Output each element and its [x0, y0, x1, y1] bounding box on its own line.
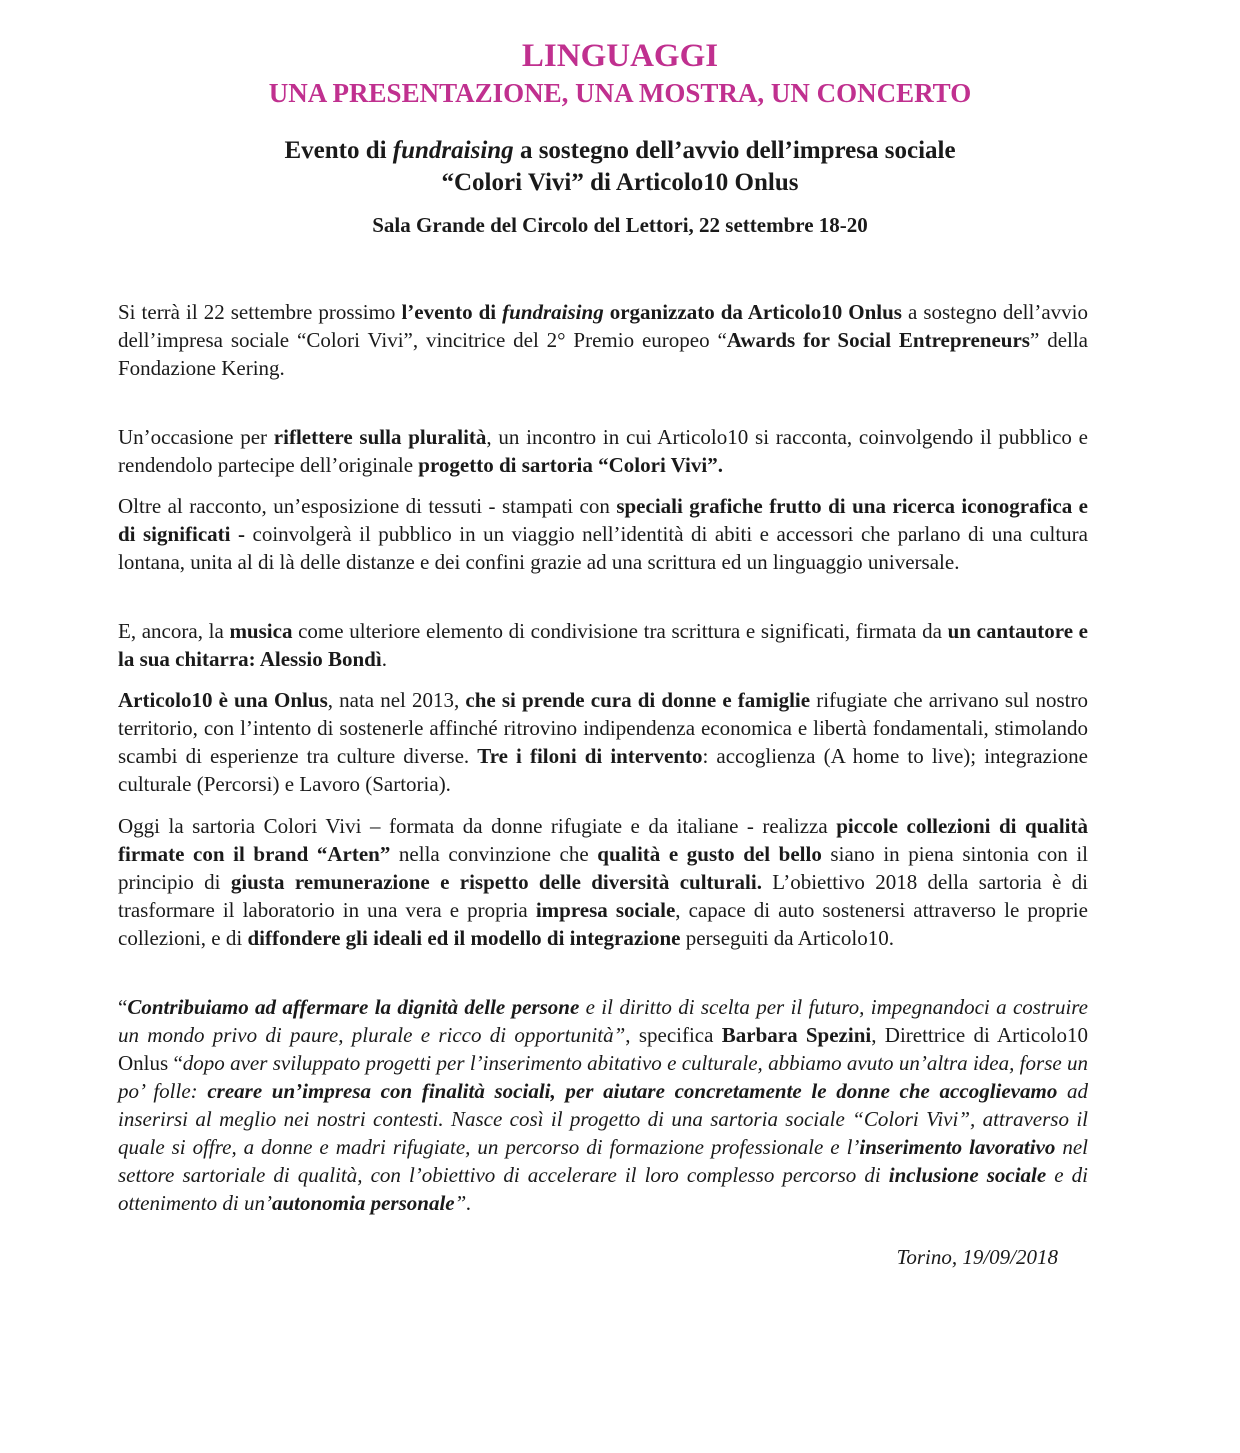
document-title: LINGUAGGI: [521, 38, 719, 74]
paragraph-quote: “Contribuiamo ad affermare la dignità delle persone e il diritto di scelta per il futuro, impegnandoci a costruire un mondo privo di paure, plurale e ricco di opportunità”, specifica Barbara Spezini, Direttrice di Articolo10 Onlus “dopo aver sviluppato progetti per l’inserimento abitativo e culturale, abbiamo avuto un’altra idea, forse un po’ folle: creare un’impresa con finalità sociali, per aiutare concretamente le donne che accoglievamo ad inserirsi al meglio nei nostri contesti. Nasce così il progetto di una sartoria sociale “Colori Vivi”, attraverso il quale si offre, a donne e madri rifugiate, un percorso di formazione professionale e l’inserimento lavorativo nel settore sartoriale di qualità, con l’obiettivo di accelerare il loro complesso percorso di inclusione sociale e di ottenimento di un’autonomia personale”.: [118, 995, 1089, 1215]
paragraph-intro: Si terrà il 22 settembre prossimo l’evento di fundraising organizzato da Articolo10 Onlus a sostegno dell’avvio dell’impresa sociale “Colori Vivi”, vincitrice del 2° Premio europeo “Awards for Social Entrepreneurs” della Fondazione Kering.: [118, 300, 1088, 380]
paragraph-occasion: Un’occasione per riflettere sulla pluralità, un incontro in cui Articolo10 si racconta, coinvolgendo il pubblico e rendendolo partecipe dell’originale progetto di sartoria “Colori Vivi”.: [118, 425, 1088, 477]
event-venue: Sala Grande del Circolo del Lettori, 22 settembre 18-20: [372, 213, 868, 237]
event-heading-line-2: “Colori Vivi” di Articolo10 Onlus: [441, 169, 799, 196]
document-subtitle: UNA PRESENTAZIONE, UNA MOSTRA, UN CONCERTO: [268, 78, 972, 108]
paragraph-sartoria: Oggi la sartoria Colori Vivi – formata da donne rifugiate e da italiane - realizza piccole collezioni di qualità firmate con il brand “Arten” nella convinzione che qualità e gusto del bello siano in piena sintonia con il principio di giusta remunerazione e rispetto delle diversità culturali. L’obiettivo 2018 della sartoria è di trasformare il laboratorio in una vera e propria impresa sociale, capace di auto sostenersi attraverso le proprie collezioni, e di diffondere gli ideali ed il modello di integrazione perseguiti da Articolo10.: [118, 814, 1089, 950]
paragraph-music: E, ancora, la musica come ulteriore elemento di condivisione tra scrittura e significati, firmata da un cantautore e la sua chitarra: Alessio Bondì.: [118, 619, 1088, 671]
event-heading-line-1: Evento di fundraising a sostegno dell’avvio dell’impresa sociale: [284, 137, 956, 164]
paragraph-exhibition: Oltre al racconto, un’esposizione di tessuti - stampati con speciali grafiche frutto di una ricerca iconografica e di significati - coinvolgerà il pubblico in un viaggio nell’identità di abiti e accessori che parlano di una cultura lontana, unita al di là delle distanze e dei confini grazie ad una scrittura ed un linguaggio universale.: [118, 494, 1088, 574]
paragraph-organization: Articolo10 è una Onlus, nata nel 2013, che si prende cura di donne e famiglie rifugiate che arrivano sul nostro territorio, con l’intento di sostenerle affinché ritrovino indipendenza economica e libertà fondamentali, stimolando scambi di esperienze tra culture diverse. Tre i filoni di intervento: accoglienza (A home to live); integrazione culturale (Percorsi) e Lavoro (Sartoria).: [118, 688, 1088, 796]
document-date: Torino, 19/09/2018: [896, 1245, 1058, 1269]
